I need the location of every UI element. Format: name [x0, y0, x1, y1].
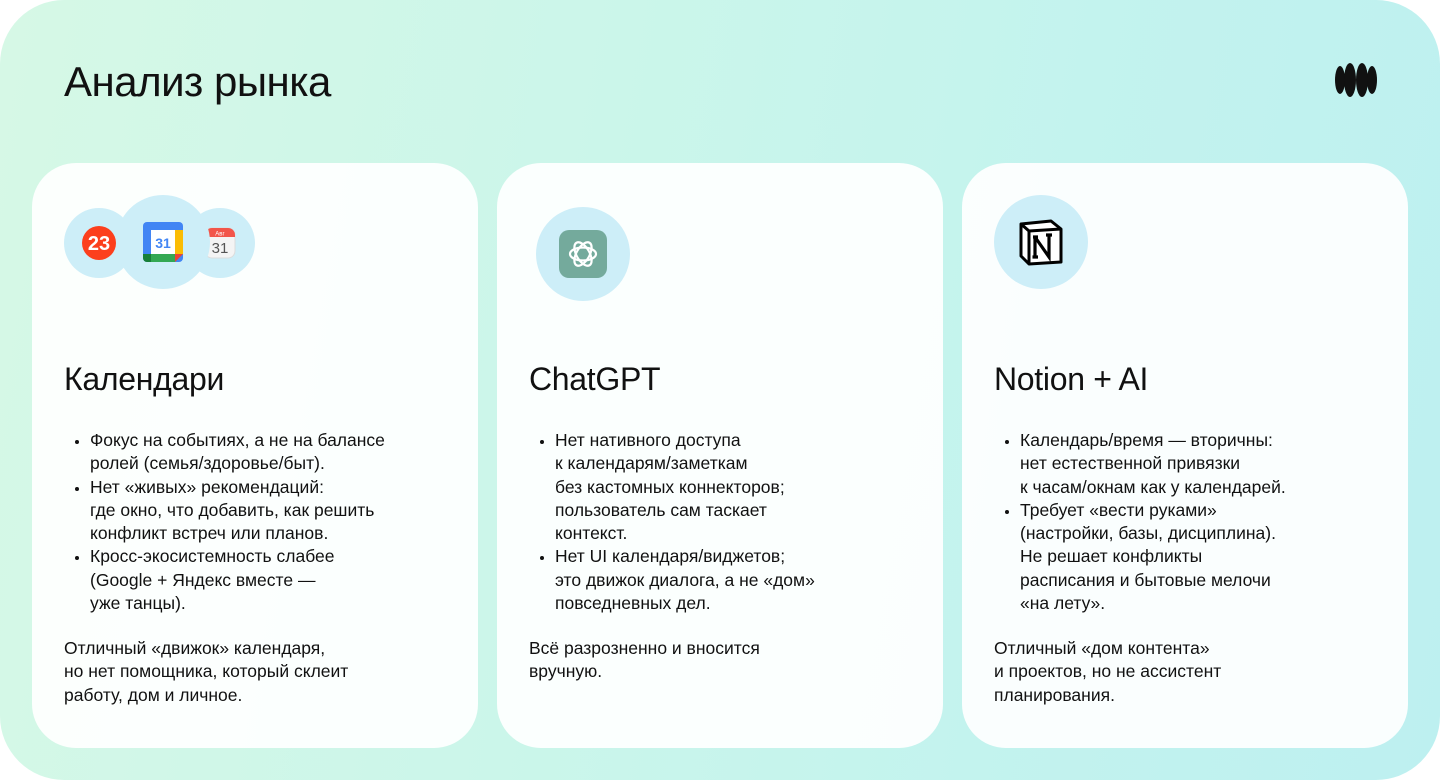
chatgpt-icon — [559, 230, 607, 278]
card-notion — [962, 163, 1408, 748]
google-calendar-number: 31 — [155, 235, 171, 251]
card-title: Notion + AI — [994, 361, 1149, 397]
yandex-calendar-icon — [81, 225, 117, 261]
list-item: • Нет нативного доступа к календарям/заметкам без кастомных коннекторов; пользователь сам таскает контекст. — [555, 429, 935, 545]
list-item: • Нет UI календаря/виджетов; это движок диалога, а не «дом» повседневных дел. — [555, 545, 935, 615]
notion-icon-bg — [994, 195, 1088, 289]
google-calendar-icon — [142, 221, 184, 263]
apple-calendar-day: 31 — [211, 240, 229, 257]
bullet-list — [994, 429, 1400, 615]
card-title: ChatGPT — [529, 361, 661, 397]
list-item: • Нет «живых» рекомендаций: где окно, что добавить, как решить конфликт встреч или планов. — [90, 476, 470, 546]
notion-icon — [1017, 218, 1065, 266]
card-summary: Всё разрозненно и вносится вручную. — [529, 638, 760, 682]
yandex-calendar-number: 23 — [87, 233, 111, 255]
card-chatgpt — [497, 163, 943, 748]
chatgpt-icon-bg — [536, 207, 630, 301]
bullet-list — [529, 429, 935, 615]
google-calendar-icon-bg — [116, 195, 210, 289]
bullet-list — [64, 429, 470, 615]
card-title: Календари — [64, 361, 225, 397]
wave-logo-icon — [1334, 62, 1378, 98]
list-item: • Кросс-экосистемность слабее (Google + Яндекс вместе — уже танцы). — [90, 545, 470, 615]
page-title: Анализ рынка — [64, 58, 331, 105]
list-item: • Требует «вести руками» (настройки, базы, дисциплина). Не решает конфликты расписания и бытовые мелочи «на лету». — [1020, 499, 1400, 615]
list-item: • Календарь/время — вторичны: нет естественной привязки к часам/окнам как у календарей. — [1020, 429, 1400, 499]
card-summary: Отличный «дом контента» и проектов, но не ассистент планирования. — [994, 638, 1222, 705]
list-item: • Фокус на событиях, а не на балансе ролей (семья/здоровье/быт). — [90, 429, 470, 476]
apple-calendar-month: Авг — [215, 231, 225, 238]
card-summary: Отличный «движок» календаря, но нет помощника, который склеит работу, дом и личное. — [64, 638, 349, 705]
card-calendars — [32, 163, 478, 748]
